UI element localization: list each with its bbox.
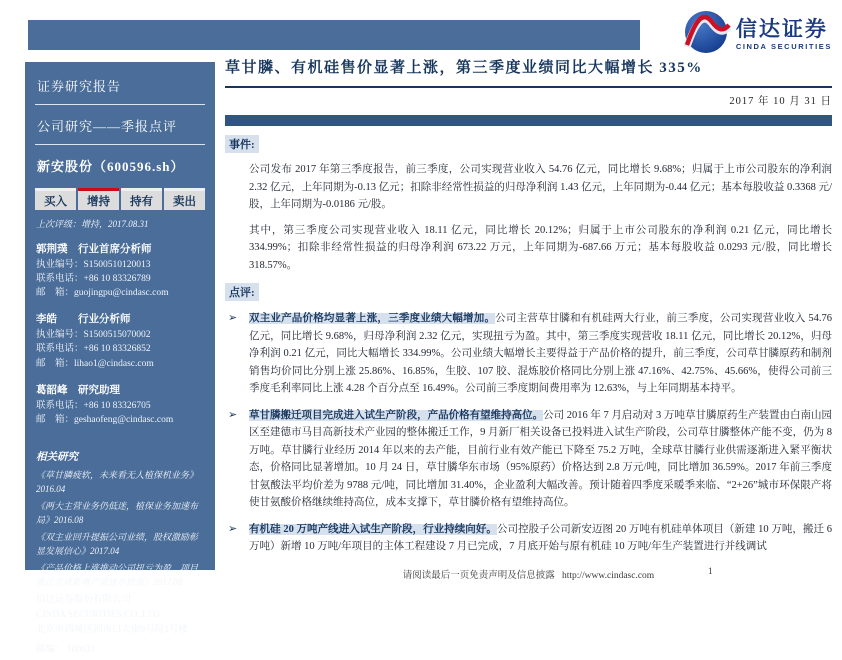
comment-body: 公司控股子公司新安迈图 20 万吨有机硅单体项目（新建 10 万吨，搬迁 6 万吨）新增 10 万吨/年项目的主体工程建设 7 月已完成，7 月底开始与原有机硅 10 万吨/年生产装置进行并线调试 — [249, 523, 833, 552]
analyst-name: 葛韶峰 研究助理 — [36, 384, 120, 396]
company-info — [34, 593, 206, 660]
event-paragraph: 其中，第三季度公司实现营业收入 18.11 亿元，同比增长 20.12%；归属于上市公司股东的净利润 0.21 亿元，同比增长 334.99%；扣除非经常性损益的归母净利润 673.22 万元，上年同期为-687.66 万元；基本每股收益 0.0293 元/股，同比增长 318.57%。 — [249, 224, 832, 271]
comment-body: 公司主营草甘膦和有机硅两大行业，前三季度，公司实现营业收入 54.76 亿元，同比增长 9.68%，归母净利润 2.32 亿元，实现扭亏为盈。其中，第三季度实现营收 18.11 亿元，同比增长 20.12%，归母净利润 0.21 亿元，同比大幅增长 334.99%。公司业绩大幅增长主要得益于产品价格的提升，前三季度，公司草甘膦原药和制剂销售均价同比分别上涨 25.86%、16.85%，生胶、107 胶、混炼胶价格同比分别上涨 47.16%、42.75%、45.66%，使得公司前三季度毛利率同比上涨 4.28 个百分点至 16.49%。公司前三季度期间费用率为 12.63%，与上年同期基本持平。 — [249, 313, 833, 394]
comment-body: 公司 2016 年 7 月启动对 3 万吨草甘膦原药生产装置由白南山园区至建德市马目高新技术产业园的整体搬迁工作，9 月新厂相关设备已投料进入试生产阶段，公司草甘膦整体产能不变，仍为 8 万吨。草甘膦行业经历 2014 年以来的去产能，目前行业有效产能已下降至 75.2 万吨，全球草甘膦行业供需逐渐进入紧平衡状态，价格同比显著增加。10 月 24 日，草甘膦华东市场（95%原药）价格达到 2.8 万元/吨，同比增加 36.59%。2017 年前三季度甘氨酸法平均价差为 9788 元/吨，同比增加 31.40%，企业盈利大幅改善。预计随着四季度采暖季来临、“2+26”城市环保限产将使甘氨酸价格继续维持高位，成本支撑下，草甘膦价格有望维持高位。 — [249, 409, 832, 508]
analyst-email: 邮 箱：lihao1@cindasc.com — [36, 358, 154, 369]
analyst-phone: 联系电话：+86 10 83326789 — [36, 273, 151, 284]
sidebar-divider — [35, 144, 205, 145]
sidebar — [25, 62, 215, 656]
analyst-card — [34, 243, 206, 300]
comment-bullet — [225, 310, 832, 398]
comment-text — [249, 310, 832, 398]
comment-bullet — [225, 521, 832, 556]
logo-name-cn: 信达证券 — [735, 17, 828, 41]
analyst-name: 李皓 行业分析师 — [36, 314, 131, 326]
rating-buy-button[interactable]: 买入 — [35, 188, 76, 210]
stock-name-label: 新安股份（600596.sh） — [37, 159, 185, 174]
sidebar-divider — [35, 104, 205, 105]
comment-lead: 有机硅 20 万吨产线进入试生产阶段，行业持续向好。 — [249, 523, 497, 535]
page-footer — [225, 567, 832, 581]
top-blue-bar — [28, 20, 640, 50]
logo-name-en: CINDA SECURITIES — [735, 41, 832, 51]
bullet-arrow-icon: ➢ — [228, 522, 238, 535]
event-section-label: 事件: — [225, 135, 259, 153]
event-paragraph: 公司发布 2017 年第三季度报告，前三季度，公司实现营业收入 54.76 亿元，同比增长 9.68%；归属于上市公司股东的净利润 2.32 亿元，上年同期为-0.13 亿元；扣除非经常性损益的归母净利润 1.43 亿元，上年同期为-0.44 亿元；基本每股收益 0.3368 元/股，上年同期为-0.0186 元/股。 — [249, 164, 832, 210]
footer-url-link[interactable]: http://www.cindasc.com — [561, 571, 655, 581]
report-title: 草甘膦、有机硅售价显著上涨，第三季度业绩同比大幅增长 335% — [225, 60, 703, 76]
related-research — [34, 449, 206, 593]
section-divider-bar — [225, 115, 832, 126]
analyst-license: 执业编号：S1500515070002 — [36, 330, 151, 341]
related-research-item: 《两大主营业务仍低迷，植保业务加速布局》2016.08 — [36, 501, 199, 525]
rating-overweight-button[interactable]: 增持 — [78, 188, 119, 210]
cinda-logo — [682, 8, 832, 61]
analyst-card — [34, 384, 206, 427]
related-research-title: 相关研究 — [36, 452, 78, 464]
last-rating-text: 上次评级：增持，2017.08.31 — [36, 219, 149, 229]
related-research-item: 《产品价格上涨推动公司扭亏为盈，项目搬迁完成新增产能逐步投放》2017.08 — [36, 563, 199, 587]
bullet-arrow-icon: ➢ — [228, 312, 238, 324]
comment-text — [249, 407, 832, 512]
page-number: 1 — [708, 567, 713, 577]
analyst-card — [34, 313, 206, 370]
company-name-cn: 信达证券股份有限公司 — [36, 595, 132, 606]
company-address: 北京市西城区闹市口大街9号院1号楼 — [36, 624, 189, 635]
comment-text — [249, 521, 832, 556]
cinda-globe-icon — [682, 8, 730, 61]
report-date: 2017 年 10 月 31 日 — [729, 96, 832, 107]
analyst-email: 邮 箱：geshaofeng@cindasc.com — [36, 414, 174, 425]
related-research-item: 《双主业回升提振公司业绩，股权激励彰显发展信心》2017.04 — [36, 532, 199, 556]
title-rule — [225, 86, 832, 88]
main-content — [225, 58, 832, 556]
comment-lead: 双主业产品价格均显著上涨，三季度业绩大幅增加。 — [249, 313, 496, 324]
company-name-en: CINDA SECURITIES CO.,LTD — [36, 609, 160, 620]
footer-disclaimer: 请阅读最后一页免责声明及信息披露 — [402, 571, 555, 581]
analyst-name: 郭荆璞 行业首席分析师 — [36, 244, 152, 255]
company-zip: 邮编： 100031 — [36, 645, 96, 656]
rating-tabs — [35, 188, 205, 210]
analyst-license: 执业编号：S1500510120013 — [36, 259, 151, 270]
analyst-phone: 联系电话：+86 10 83326705 — [36, 400, 151, 411]
analyst-email: 邮 箱：guojingpu@cindasc.com — [36, 288, 169, 299]
comments-section-label: 点评: — [225, 283, 259, 301]
rating-hold-button[interactable]: 持有 — [121, 188, 162, 210]
related-research-item: 《草甘膦疲软，未来看无人植保机业务》2016.04 — [36, 470, 199, 494]
bullet-arrow-icon: ➢ — [228, 408, 238, 421]
report-type-label: 证券研究报告 — [37, 79, 122, 94]
comment-bullet — [225, 407, 832, 512]
comment-lead: 草甘膦搬迁项目完成进入试生产阶段，产品价格有望维持高位。 — [249, 409, 544, 421]
analyst-phone: 联系电话：+86 10 83326852 — [36, 344, 151, 355]
research-type-label: 公司研究——季报点评 — [37, 119, 178, 134]
rating-sell-button[interactable]: 卖出 — [164, 188, 205, 210]
